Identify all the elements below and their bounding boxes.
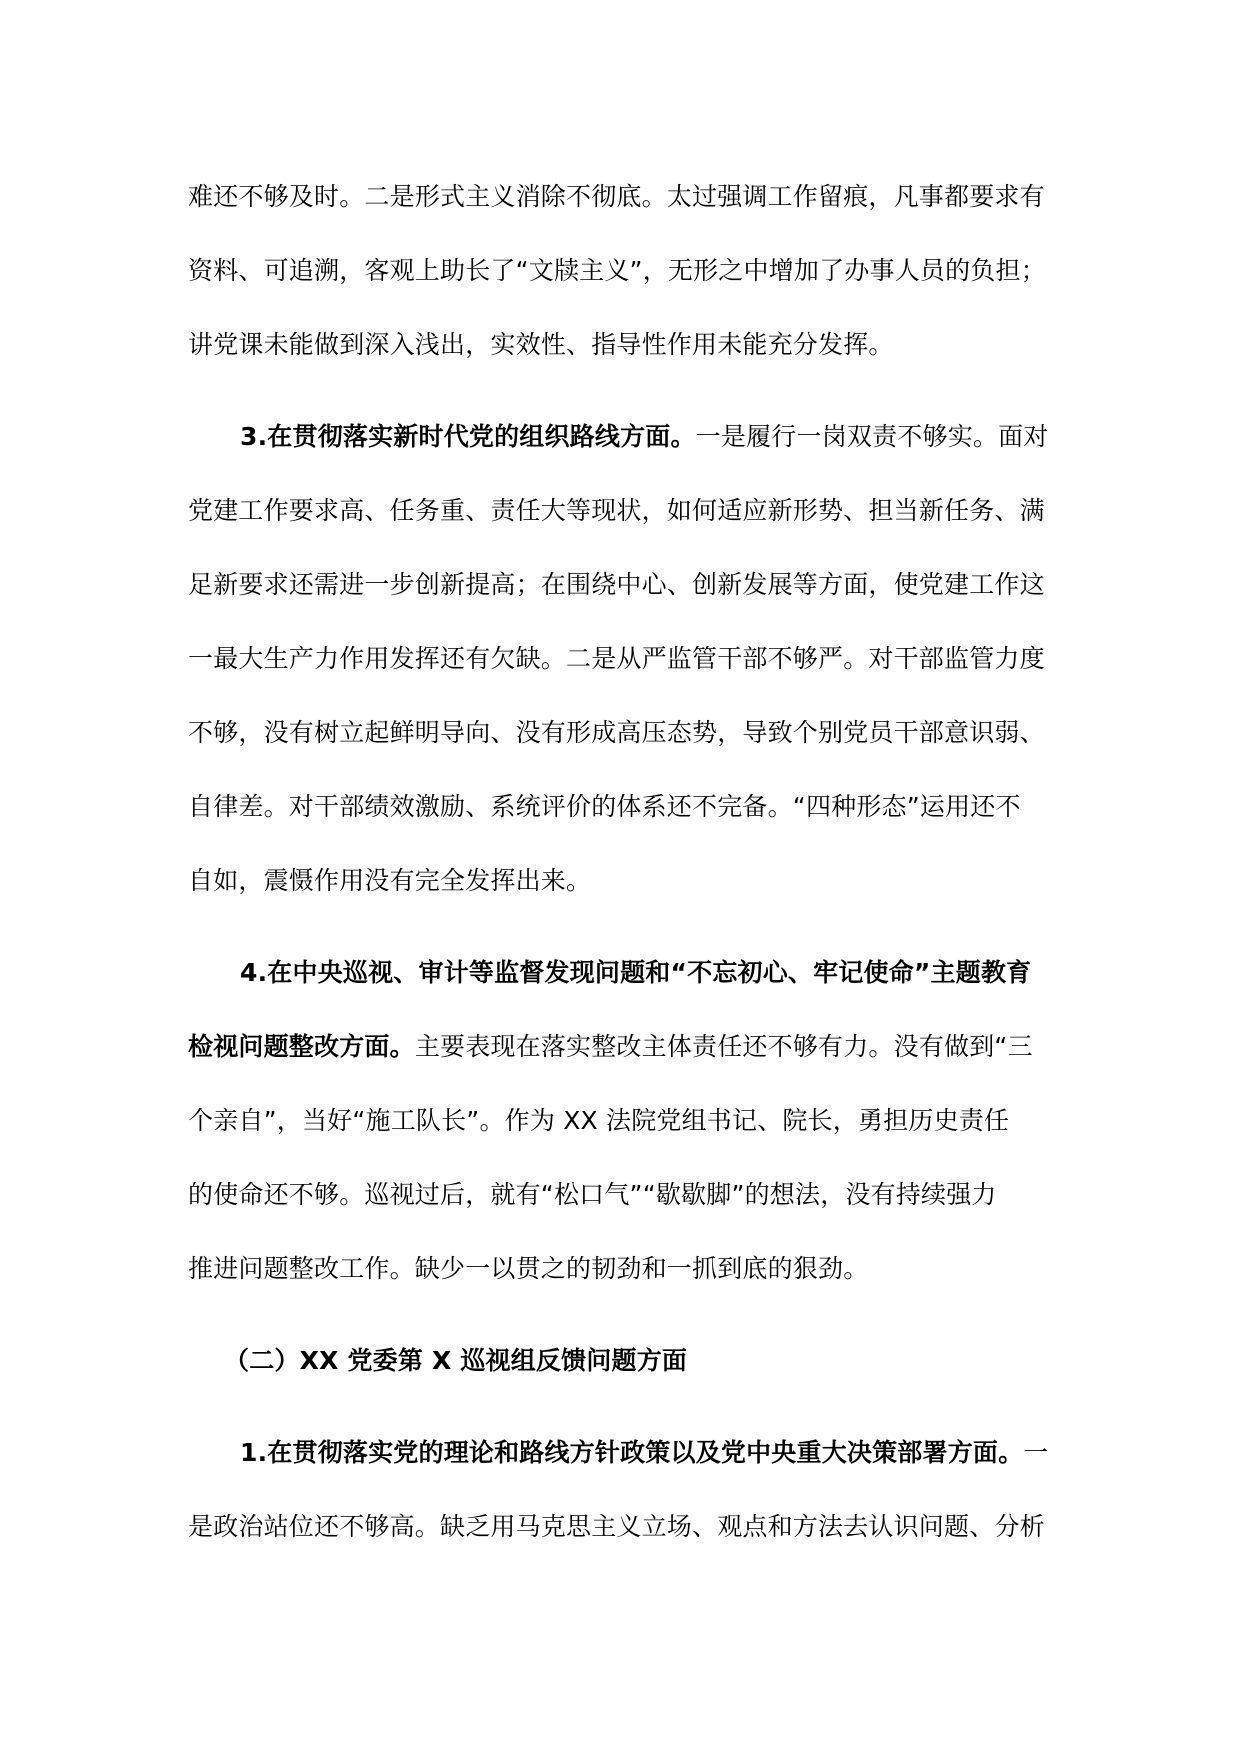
paragraph-heading: 4.在中央巡视、审计等监督发现问题和“不忘初心、牢记使命”主题教育	[240, 958, 1032, 987]
text-line: 的使命还不够。巡视过后，就有“松口气”“歇歇脚”的想法，没有持续强力	[188, 1180, 997, 1209]
paragraph-heading: 1.在贯彻落实党的理论和路线方针政策以及党中央重大决策部署方面。	[240, 1438, 1024, 1467]
paragraph-heading: 3.在贯彻落实新时代党的组织路线方面。	[240, 422, 696, 451]
text-line: 党建工作要求高、任务重、责任大等现状，如何适应新形势、担当新任务、满	[188, 496, 1045, 525]
document-page	[188, 160, 1058, 1564]
paragraph-gap	[188, 1306, 1058, 1324]
paragraph-continuation	[188, 160, 1058, 382]
paragraph-inspection-rectification	[188, 936, 1058, 1306]
text-line	[188, 400, 1058, 474]
text-line: 资料、可追溯，客观上助长了“文牍主义”，无形之中增加了办事人员的负担；	[188, 256, 1046, 285]
paragraph-organization-line	[188, 400, 1058, 918]
text-line: 难还不够及时。二是形式主义消除不彻底。太过强调工作留痕，凡事都要求有	[188, 182, 1045, 211]
text-line: 讲党课未能做到深入浅出，实效性、指导性作用未能充分发挥。	[188, 330, 894, 359]
paragraph-gap	[188, 1398, 1058, 1416]
text-line	[188, 1416, 1058, 1490]
text-line: 个亲自”，当好“施工队长”。作为 XX 法院党组书记、院长，勇担历史责任	[188, 1106, 1010, 1135]
paragraph-text: 一是履行一岗双责不够实。面对	[695, 422, 1049, 451]
paragraph-gap	[188, 918, 1058, 936]
paragraph-text: 一	[1023, 1438, 1049, 1467]
paragraph-text: 主要表现在落实整改主体责任还不够有力。没有做到“三	[414, 1032, 1033, 1061]
paragraph-gap	[188, 382, 1058, 400]
section-title: （二）XX 党委第 X 巡视组反馈问题方面	[224, 1346, 688, 1375]
text-line	[188, 1010, 1058, 1084]
text-line: 推进问题整改工作。缺少一以贯之的韧劲和一抓到底的狠劲。	[188, 1254, 869, 1283]
text-line: 不够，没有树立起鲜明导向、没有形成高压态势，导致个别党员干部意识弱、	[188, 718, 1045, 747]
text-line: 自律差。对干部绩效激励、系统评价的体系还不完备。“四种形态”运用还不	[188, 792, 1021, 821]
text-line: 足新要求还需进一步创新提高；在围绕中心、创新发展等方面，使党建工作这	[188, 570, 1045, 599]
text-line: 是政治站位还不够高。缺乏用马克思主义立场、观点和方法去认识问题、分析	[188, 1512, 1045, 1541]
paragraph-theory-policy	[188, 1416, 1058, 1564]
text-line: 自如，震慑作用没有完全发挥出来。	[188, 866, 592, 895]
paragraph-heading: 检视问题整改方面。	[188, 1032, 415, 1061]
text-line: 一最大生产力作用发挥还有欠缺。二是从严监管干部不够严。对干部监管力度	[188, 644, 1045, 673]
